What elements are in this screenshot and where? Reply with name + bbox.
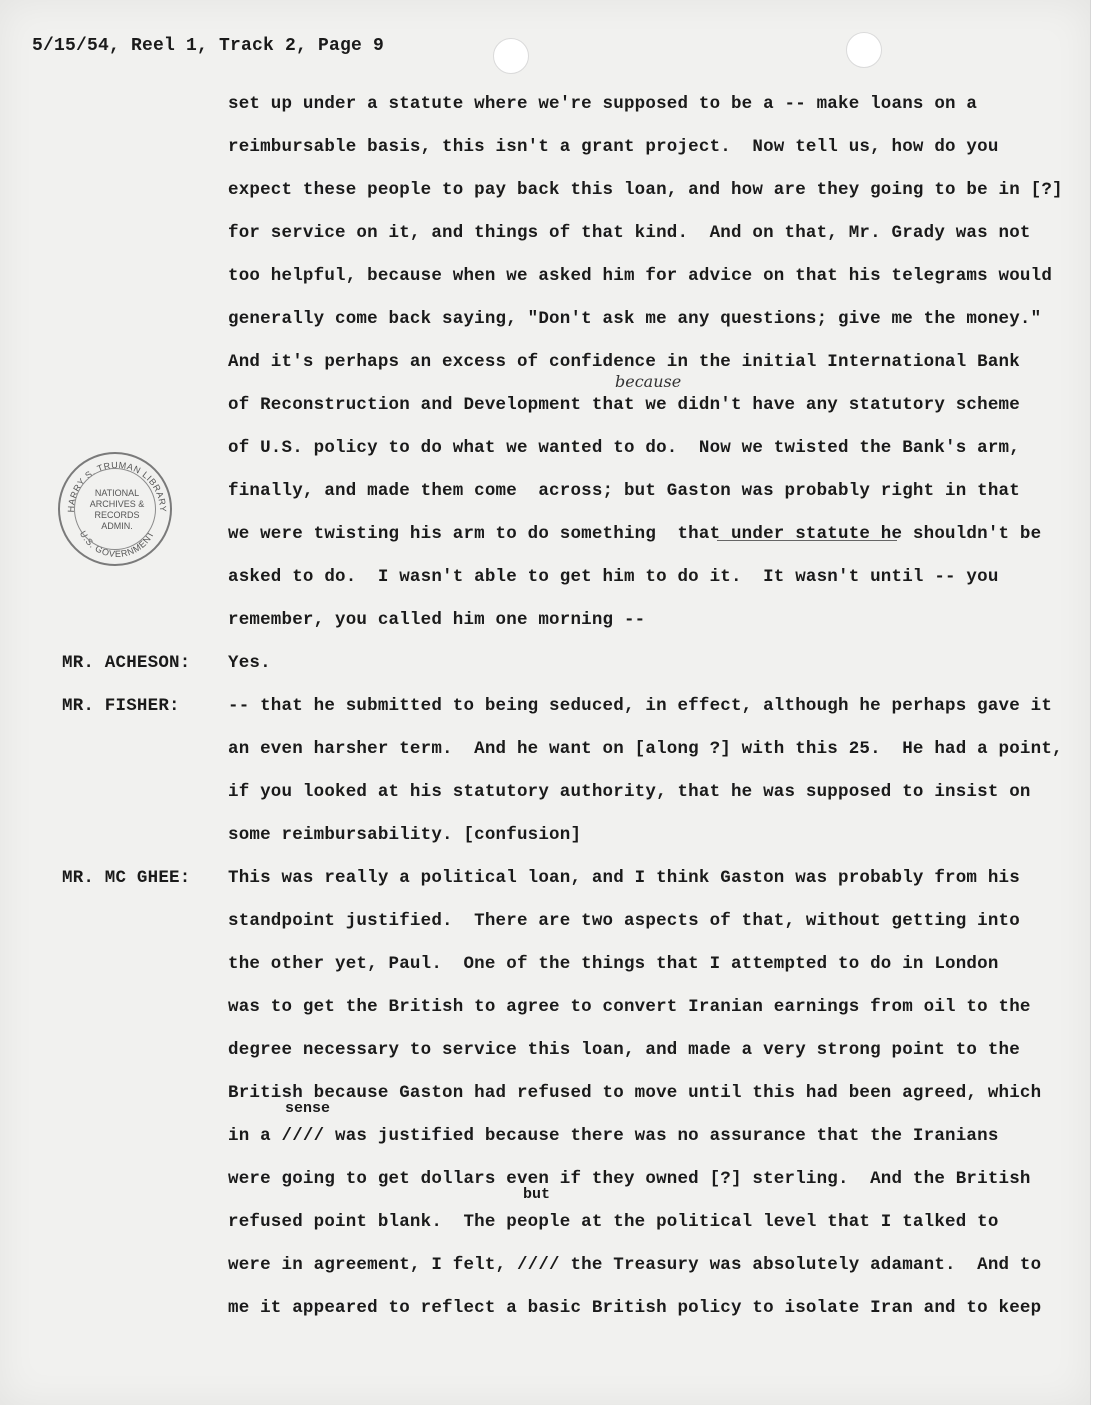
speaker-label: MR. ACHESON: [62,653,191,673]
text-line: were going to get dollars even if they owned [?] sterling. And the British [228,1169,1031,1189]
text-line: generally come back saying, "Don't ask me any questions; give me the money." [228,309,1042,329]
stamp-top-text: HARRY S. TRUMAN LIBRARY [65,459,169,513]
text-line: Yes. [228,653,271,673]
text-line: was to get the British to agree to convert Iranian earnings from oil to the [228,997,1031,1017]
speaker-label: MR. FISHER: [62,696,180,716]
text-line: too helpful, because when we asked him for advice on that his telegrams would [228,266,1053,286]
page-header: 5/15/54, Reel 1, Track 2, Page 9 [32,36,385,56]
text-line: some reimbursability. [confusion] [228,825,582,845]
text-line: -- that he submitted to being seduced, in effect, although he perhaps gave it [228,696,1053,716]
inserted-sense: sense [285,1100,331,1117]
text-line: And it's perhaps an excess of confidence in the initial International Bank [228,352,1020,372]
text-line: British because Gaston had refused to move until this had been agreed, which [228,1083,1042,1103]
text-line: remember, you called him one morning -- [228,610,646,630]
archive-stamp [58,452,172,566]
text-line: standpoint justified. There are two aspects of that, without getting into [228,911,1020,931]
text-line: degree necessary to service this loan, and made a very strong point to the [228,1040,1020,1060]
text-line: This was really a political loan, and I think Gaston was probably from his [228,868,1020,888]
punch-hole [493,38,529,74]
punch-hole [846,32,882,68]
text-line: me it appeared to reflect a basic British policy to isolate Iran and to keep [228,1298,1042,1318]
text-line: an even harsher term. And he want on [along ?] with this 25. He had a point, [228,739,1063,759]
text-line: of Reconstruction and Development that we didn't have any statutory scheme [228,395,1020,415]
text-line: expect these people to pay back this loan, and how are they going to be in [?] [228,180,1063,200]
text-line: finally, and made them come across; but Gaston was probably right in that [228,481,1020,501]
page-edge [1090,0,1105,1405]
stamp-line: ADMIN. [101,521,133,531]
stamp-line: NATIONAL [94,488,140,498]
speaker-label: MR. MC GHEE: [62,868,191,888]
text-line: for service on it, and things of that kind. And on that, Mr. Grady was not [228,223,1031,243]
handwritten-because: because [615,372,682,391]
text-line: set up under a statute where we're supposed to be a -- make loans on a [228,94,978,114]
stamp-line: ARCHIVES & [89,499,145,509]
stamp-line: RECORDS [94,510,140,520]
text-line: the other yet, Paul. One of the things that I attempted to do in London [228,954,999,974]
stamp-bottom-text: U.S. GOVERNMENT [77,529,157,560]
inserted-but: but [523,1186,551,1203]
text-line: if you looked at his statutory authority, that he was supposed to insist on [228,782,1031,802]
text-line: of U.S. policy to do what we wanted to do. Now we twisted the Bank's arm, [228,438,1020,458]
text-line: asked to do. I wasn't able to get him to do it. It wasn't until -- you [228,567,999,587]
text-line: in a //// was justified because there was no assurance that the Iranians [228,1126,999,1146]
text-line: reimbursable basis, this isn't a grant project. Now tell us, how do you [228,137,999,157]
text-line: were in agreement, I felt, //// the Treasury was absolutely adamant. And to [228,1255,1042,1275]
text-line: we were twisting his arm to do something that under statute he shouldn't be [228,524,1042,544]
text-line: refused point blank. The people at the political level that I talked to [228,1212,999,1232]
